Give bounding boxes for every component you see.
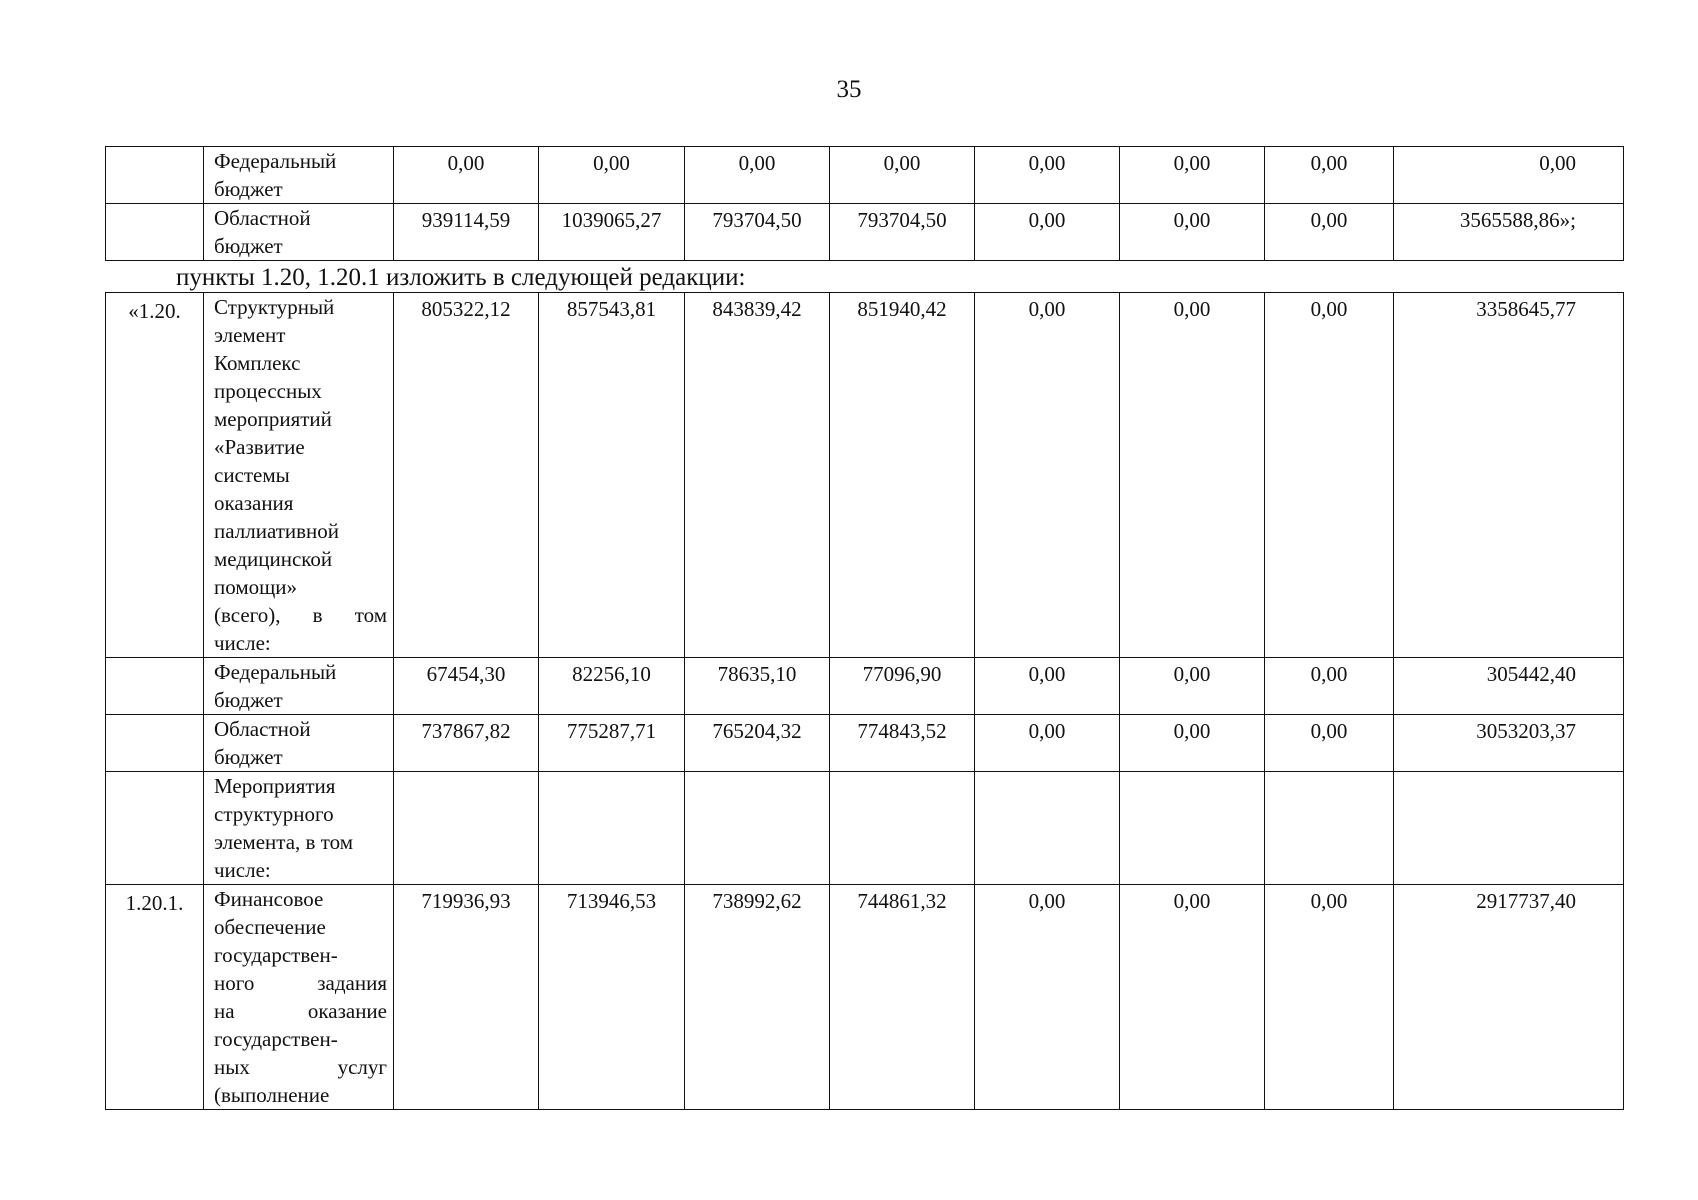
total-cell: 3565588,86»;: [1394, 204, 1624, 261]
value-cell-year-7: 0,00: [1265, 715, 1394, 772]
table-row: [106, 293, 1624, 658]
value-cell-year-4: 851940,42: [830, 293, 975, 658]
row-name-line: на оказание: [214, 999, 387, 1023]
total-cell: 2917737,40: [1394, 885, 1624, 1110]
total-cell: 0,00: [1394, 147, 1624, 204]
value-cell-year-6: 0,00: [1120, 293, 1265, 658]
value-cell-year-2: [539, 772, 685, 885]
value-cell-year-7: 0,00: [1265, 293, 1394, 658]
value-cell-year-1: 719936,93: [394, 885, 539, 1110]
total-cell: 3358645,77: [1394, 293, 1624, 658]
value-cell-year-1: 0,00: [394, 147, 539, 204]
row-number-cell: [106, 204, 204, 261]
row-number-cell: [106, 658, 204, 715]
row-name-line: Областной: [214, 206, 311, 230]
row-name-line: (всего), в том: [214, 603, 387, 627]
row-name-line: Финансовое: [214, 887, 324, 911]
value-cell-year-2: 713946,53: [539, 885, 685, 1110]
value-cell-year-2: 1039065,27: [539, 204, 685, 261]
table-row: [106, 885, 1624, 1110]
row-name-line: (выполнение: [214, 1083, 330, 1107]
table-row: [106, 715, 1624, 772]
row-number-cell: «1.20.: [106, 293, 204, 658]
value-cell-year-7: 0,00: [1265, 885, 1394, 1110]
value-cell-year-4: 793704,50: [830, 204, 975, 261]
row-name-line: Федеральный: [214, 149, 337, 173]
value-cell-year-6: 0,00: [1120, 658, 1265, 715]
row-name-line: мероприятий: [214, 407, 332, 431]
row-name-line: государствен-: [214, 943, 338, 967]
value-cell-year-6: [1120, 772, 1265, 885]
budget-table-continuation: [105, 146, 1624, 261]
row-name-line: обеспечение: [214, 915, 326, 939]
row-name-cell: [204, 715, 394, 772]
row-name-line: Комплекс: [214, 351, 301, 375]
value-cell-year-2: 82256,10: [539, 658, 685, 715]
table-row: [106, 658, 1624, 715]
row-name-cell: [204, 293, 394, 658]
row-name-line: «Развитие: [214, 435, 305, 459]
row-name-line: бюджет: [214, 688, 283, 712]
row-name-line: системы: [214, 463, 290, 487]
total-cell: [1394, 772, 1624, 885]
value-cell-year-3: 843839,42: [685, 293, 830, 658]
row-name-line: бюджет: [214, 745, 283, 769]
row-name-line: бюджет: [214, 177, 283, 201]
row-name-line: процессных: [214, 379, 322, 403]
value-cell-year-5: 0,00: [975, 658, 1120, 715]
budget-table-amended: [105, 292, 1624, 1110]
row-number-cell: 1.20.1.: [106, 885, 204, 1110]
value-cell-year-1: 67454,30: [394, 658, 539, 715]
value-cell-year-6: 0,00: [1120, 885, 1265, 1110]
value-cell-year-3: [685, 772, 830, 885]
value-cell-year-3: 793704,50: [685, 204, 830, 261]
value-cell-year-3: 78635,10: [685, 658, 830, 715]
total-cell: 305442,40: [1394, 658, 1624, 715]
amendment-instruction: пункты 1.20, 1.20.1 изложить в следующей редакции:: [176, 264, 746, 291]
value-cell-year-7: 0,00: [1265, 658, 1394, 715]
row-name-line: структурного: [214, 802, 334, 826]
value-cell-year-6: 0,00: [1120, 204, 1265, 261]
row-name-line: числе:: [214, 858, 271, 882]
value-cell-year-3: 738992,62: [685, 885, 830, 1110]
value-cell-year-5: [975, 772, 1120, 885]
value-cell-year-6: 0,00: [1120, 147, 1265, 204]
value-cell-year-7: 0,00: [1265, 147, 1394, 204]
value-cell-year-1: [394, 772, 539, 885]
value-cell-year-5: 0,00: [975, 147, 1120, 204]
row-name-line: государствен-: [214, 1027, 338, 1051]
row-name-line: помощи»: [214, 575, 298, 599]
row-name-line: медицинской: [214, 547, 333, 571]
value-cell-year-2: 857543,81: [539, 293, 685, 658]
row-name-cell: [204, 885, 394, 1110]
value-cell-year-1: 939114,59: [394, 204, 539, 261]
row-name-cell: [204, 147, 394, 204]
row-name-line: элемента, в том: [214, 830, 353, 854]
value-cell-year-2: 0,00: [539, 147, 685, 204]
table-row: [106, 772, 1624, 885]
value-cell-year-3: 765204,32: [685, 715, 830, 772]
row-name-cell: [204, 658, 394, 715]
value-cell-year-5: 0,00: [975, 885, 1120, 1110]
value-cell-year-7: [1265, 772, 1394, 885]
row-name-line: оказания: [214, 491, 294, 515]
value-cell-year-4: 77096,90: [830, 658, 975, 715]
row-number-cell: [106, 772, 204, 885]
row-name-line: числе:: [214, 631, 271, 655]
page-number: 35: [836, 76, 862, 103]
row-name-line: ного задания: [214, 971, 387, 995]
value-cell-year-1: 737867,82: [394, 715, 539, 772]
value-cell-year-2: 775287,71: [539, 715, 685, 772]
value-cell-year-5: 0,00: [975, 293, 1120, 658]
value-cell-year-3: 0,00: [685, 147, 830, 204]
row-name-cell: [204, 204, 394, 261]
value-cell-year-5: 0,00: [975, 204, 1120, 261]
table-row: [106, 204, 1624, 261]
value-cell-year-1: 805322,12: [394, 293, 539, 658]
row-name-line: Мероприятия: [214, 774, 336, 798]
row-name-line: Федеральный: [214, 660, 337, 684]
row-name-line: Структурный: [214, 295, 335, 319]
row-name-line: элемент: [214, 323, 286, 347]
row-name-line: ных услуг: [214, 1055, 387, 1079]
value-cell-year-7: 0,00: [1265, 204, 1394, 261]
value-cell-year-4: 0,00: [830, 147, 975, 204]
value-cell-year-6: 0,00: [1120, 715, 1265, 772]
value-cell-year-4: [830, 772, 975, 885]
row-number-cell: [106, 147, 204, 204]
table-row: [106, 147, 1624, 204]
row-name-line: Областной: [214, 717, 311, 741]
row-name-line: бюджет: [214, 234, 283, 258]
value-cell-year-5: 0,00: [975, 715, 1120, 772]
row-name-line: паллиативной: [214, 519, 340, 543]
total-cell: 3053203,37: [1394, 715, 1624, 772]
row-name-cell: [204, 772, 394, 885]
value-cell-year-4: 774843,52: [830, 715, 975, 772]
row-number-cell: [106, 715, 204, 772]
value-cell-year-4: 744861,32: [830, 885, 975, 1110]
